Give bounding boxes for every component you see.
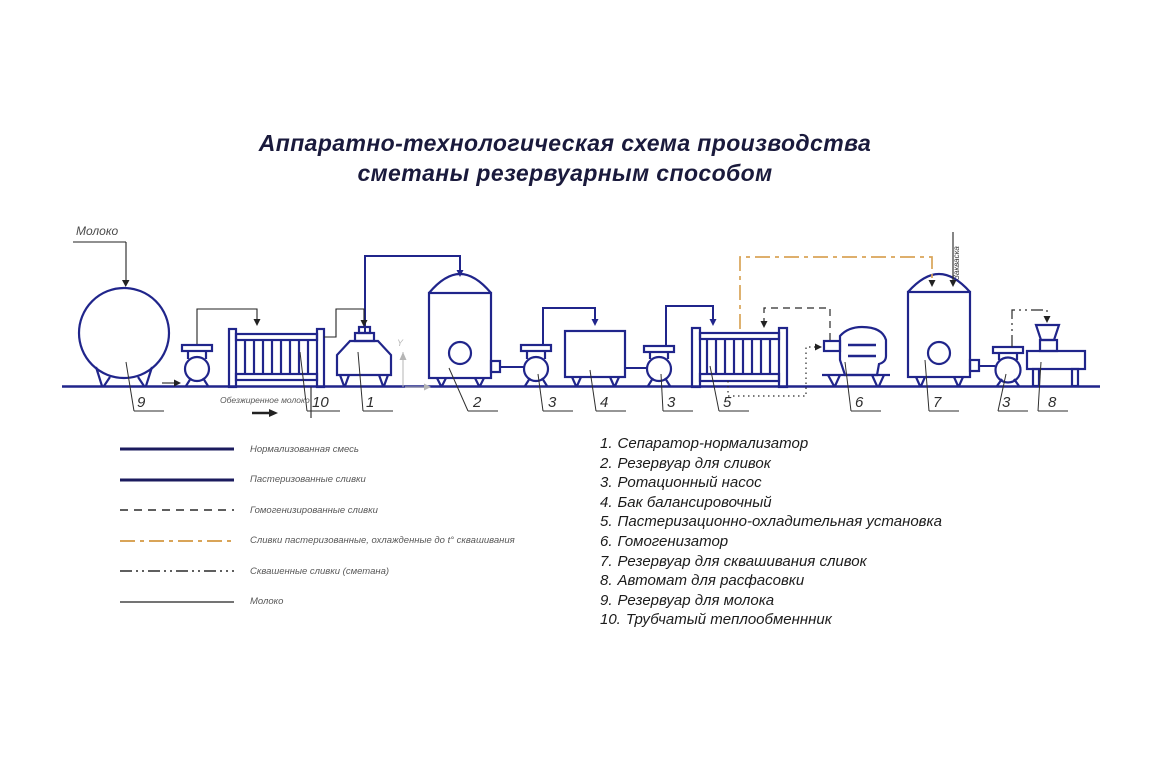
callout-7: 7: [933, 394, 942, 411]
equipment-item-num: 4.: [600, 493, 613, 511]
legend-item-cooled-cream: [118, 534, 515, 548]
callout-6: 6: [855, 394, 864, 411]
equipment-item-label: Резервуар для молока: [617, 591, 775, 609]
callout-3a: 3: [548, 394, 557, 411]
equipment-item-9: [600, 591, 942, 611]
equipment-item-7: [600, 552, 942, 572]
homogenizer-6: [822, 327, 890, 386]
legend-line-dash-dot-dot: [118, 566, 236, 576]
cream-tank-2: [429, 274, 500, 386]
equipment-item-6: [600, 532, 942, 552]
legend-line-dashed: [118, 505, 236, 515]
equipment-item-num: 8.: [600, 572, 613, 590]
pipe-dotted: [728, 347, 816, 396]
equipment-item-label: Бак балансировочный: [617, 493, 772, 511]
pipes-milk-black: [73, 232, 953, 418]
equipment-item-label: Гомогенизатор: [617, 532, 729, 550]
legend-label: Гомогенизированные сливки: [250, 504, 378, 516]
legend-line-solid-thick-1: [118, 444, 236, 454]
legend-line-solid-thin: [118, 597, 236, 607]
equipment-item-label: Автомат для расфасовки: [617, 572, 805, 590]
pasteurizer-cooler-5: [692, 328, 787, 387]
callout-9: 9: [137, 394, 146, 411]
equipment-item-2: [600, 454, 942, 474]
equipment-list: [600, 434, 942, 630]
equipment-item-label: Сепаратор-нормализатор: [617, 435, 809, 452]
callout-5: 5: [723, 394, 732, 411]
axis-y-label: Y: [397, 338, 404, 348]
equipment-item-3: [600, 473, 942, 493]
equipment-item-label: Ротационный насос: [617, 474, 762, 492]
legend-label: Молоко: [250, 596, 284, 607]
legend-label: Сквашенные сливки (сметана): [250, 565, 390, 577]
equipment-item-5: [600, 512, 942, 532]
legend-line-dash-dot: [118, 536, 236, 546]
separator-normalizer-1: [337, 327, 391, 386]
equipment-item-num: 5.: [600, 513, 613, 531]
legend-item-pasteurized-cream: [118, 473, 515, 487]
line-legend: [118, 442, 515, 625]
milk-inlet-label: Молоко: [76, 224, 119, 238]
callout-3b: 3: [667, 394, 676, 411]
legend-label: Нормализованная смесь: [250, 443, 359, 455]
equipment-item-num: 9.: [600, 591, 613, 609]
legend-label: Сливки пастеризованные, охлажденные до t° сквашивания: [250, 535, 515, 546]
tubular-heat-exchanger-10: [229, 329, 324, 387]
equipment-item-label: Пастеризационно-охладительная установка: [617, 513, 942, 531]
filling-machine-8: [1027, 325, 1085, 386]
balancing-tank-4: [565, 331, 625, 386]
equipment-item-num: 7.: [600, 552, 613, 570]
page-title-line1: Аппаратно-технологическая схема производства: [258, 130, 872, 156]
equipment-item-10: [600, 610, 942, 630]
milk-tank-9: [79, 288, 169, 386]
equipment-item-num: 1.: [600, 435, 613, 452]
pipe-cooled-cream-orange: [740, 257, 932, 329]
rotary-pump-3a: [521, 345, 551, 386]
callout-10: 10: [312, 394, 329, 411]
equipment-item-label: Резервуар для сквашивания сливок: [617, 552, 867, 570]
legend-line-solid-thick-2: [118, 475, 236, 485]
legend-item-sour-cream: [118, 564, 515, 578]
equipment-item-num: 6.: [600, 532, 613, 550]
legend-item-normalized-mix: [118, 442, 515, 456]
callout-8: 8: [1048, 394, 1057, 411]
rotary-pump-3c: [993, 347, 1023, 386]
axis-mark: [400, 352, 432, 391]
equipment-item-label: Резервуар для сливок: [617, 454, 771, 472]
legend-item-homogenized-cream: [118, 503, 515, 517]
callout-3c: 3: [1002, 394, 1011, 411]
equipment-item-label: Трубчатый теплообменнник: [625, 611, 832, 629]
pipe-sour-cream-dashdotdot: [1012, 310, 1047, 347]
legend-item-milk: [118, 595, 515, 609]
callout-2: 2: [473, 394, 482, 411]
equipment-item-8: [600, 571, 942, 591]
callout-1: 1: [366, 394, 375, 411]
equipment-item-num: 3.: [600, 474, 613, 492]
pipe-homogenized-dashed: [764, 308, 830, 340]
callout-4: 4: [600, 394, 609, 411]
starter-culture-label: Закваска: [952, 246, 961, 280]
rotary-pump-3b: [644, 346, 674, 386]
equipment-item-num: 10.: [600, 611, 621, 629]
equipment-item-num: 2.: [600, 454, 613, 472]
pump-after-milk-tank: [182, 345, 212, 386]
ripening-tank-7: [908, 274, 979, 386]
equipment-item-4: [600, 493, 942, 513]
skim-milk-label: Обезжиренное молоко: [220, 395, 310, 405]
equipment-item-1: [600, 434, 942, 454]
page-title-line2: сметаны резервуарным способом: [357, 160, 773, 186]
legend-label: Пастеризованные сливки: [250, 474, 366, 485]
